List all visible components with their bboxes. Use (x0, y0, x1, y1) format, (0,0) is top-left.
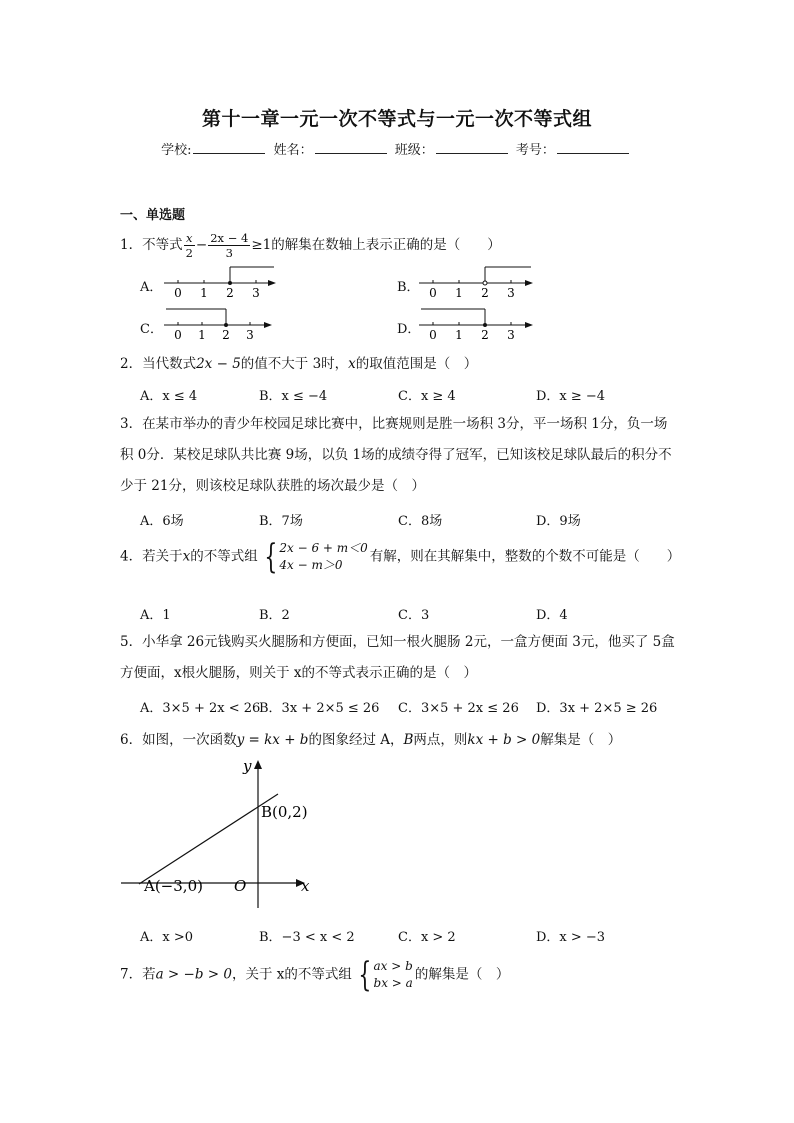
tick-label: 3 (252, 286, 260, 299)
q1-number-line-b (415, 263, 539, 299)
question-4 (120, 537, 681, 577)
tick-label: 2 (481, 286, 489, 299)
tick-label: 2 (481, 328, 489, 341)
q2-option-c: C．x ≥ 4 (398, 389, 456, 404)
q1-option-d-label: D． (397, 322, 421, 337)
q4-row-1: 2x − 6 + m＜0 (279, 541, 368, 555)
q7-prefix: 7．若 (120, 966, 156, 983)
q7-condition: a > −b > 0 (155, 966, 232, 983)
tick-label: 0 (174, 286, 182, 299)
tick-label: 2 (226, 286, 234, 299)
q4-variable: x (182, 548, 191, 565)
q2-prefix: 2．当代数式 (120, 356, 197, 372)
q4-option-d: D．4 (536, 608, 568, 623)
q2-suffix: 的取值范围是（ ） (355, 356, 478, 372)
q1-number-line-a (160, 263, 280, 299)
q4-option-a: A．1 (140, 608, 171, 623)
q7-middle: ，关于 x的不等式组 (231, 966, 352, 983)
section-heading: 一、单选题 (120, 208, 186, 223)
point-b-label: B(0,2) (261, 803, 308, 821)
q5-option-c: C．3×5 + 2x ≤ 26 (398, 701, 519, 716)
tick-label: 0 (174, 328, 182, 341)
q3-option-c: C．8场 (398, 514, 443, 529)
school-label: 学校: (161, 143, 192, 158)
q5-option-d: D．3x + 2×5 ≥ 26 (536, 701, 658, 716)
tick-label: 3 (507, 328, 515, 341)
q6-inequality: kx + b > 0 (467, 732, 541, 748)
q2-middle: 的值不大于 3时， (240, 356, 349, 372)
q1-frac2-numerator: 2x − 4 (210, 231, 249, 245)
q6-option-a: A．x >0 (140, 930, 194, 945)
q6-point-b-name: B (403, 732, 414, 748)
q4-suffix: 有解，则在其解集中，整数的个数不可能是（ ） (369, 548, 681, 565)
q6-suffix: 解集是（ ） (540, 732, 622, 748)
question-1 (120, 231, 501, 260)
q1-option-b-label: B． (397, 280, 420, 295)
tick-label: 1 (455, 328, 463, 341)
question-6 (120, 728, 621, 748)
x-axis-label: x (301, 877, 310, 895)
q1-frac1-denominator: 2 (185, 246, 193, 260)
q1-prefix: 1．不等式 (120, 237, 183, 253)
origin-label: O (234, 877, 247, 895)
school-blank (193, 141, 265, 154)
class-label: 班级： (394, 143, 434, 158)
q4-inequality-system: { 2x − 6 + m＜0 4x − m＞0 (264, 537, 368, 577)
question-2 (120, 352, 477, 372)
q7-row-2: bx > a (373, 976, 413, 990)
q5-option-b: B．3x + 2×5 ≤ 26 (259, 701, 380, 716)
q4-prefix: 4．若关于 (120, 548, 183, 565)
q7-suffix: 的解集是（ ） (414, 966, 510, 983)
class-blank (436, 141, 508, 154)
q1-number-line-c (160, 305, 280, 341)
q3-option-d: D．9场 (536, 514, 581, 529)
q1-minus: − (195, 237, 208, 253)
q6-option-b: B．−3 < x < 2 (259, 930, 355, 945)
q6-option-c: C．x > 2 (398, 930, 456, 945)
q1-number-line-d (415, 305, 539, 341)
q2-option-a: A．x ≤ 4 (140, 389, 198, 404)
tick-label: 1 (198, 328, 206, 341)
q7-inequality-system: { ax > b bx > a (358, 955, 413, 995)
tick-label: 1 (455, 286, 463, 299)
q6-option-d: D．x > −3 (536, 930, 606, 945)
q6-middle: 的图象经过 A， (308, 732, 404, 748)
q4-row-2: 4x − m＞0 (279, 558, 343, 572)
exam-no-blank (557, 141, 629, 154)
q6-prefix: 6．如图，一次函数 (120, 732, 237, 748)
q2-option-b: B．x ≤ −4 (259, 389, 328, 404)
tick-label: 3 (246, 328, 254, 341)
q3-option-b: B．7场 (259, 514, 303, 529)
page-title: 第十一章一元一次不等式与一元一次不等式组 (201, 108, 592, 130)
question-3: 3．在某市举办的青少年校园足球比赛中，比赛规则是胜一场积 3分，平一场积 1分，负一场积 0分．某校足球队共比赛 9场，以负 1场的成绩夺得了冠军，已知该校足球队最后的积分不少于 21分，则该校足球队获胜的场次最少是（ ） (120, 416, 672, 494)
y-axis-label: y (243, 757, 252, 775)
q6-function: y = kx + b (236, 732, 309, 748)
exam-no-label: 考号： (515, 143, 555, 158)
q1-fraction-2 (208, 231, 250, 260)
tick-label: 0 (429, 328, 437, 341)
q1-option-a-label: A． (140, 280, 163, 295)
tick-label: 3 (507, 286, 515, 299)
point-a-label: A(−3,0) (144, 877, 203, 895)
q2-variable: x (348, 356, 356, 372)
q1-option-c-label: C． (140, 322, 163, 337)
y-axis-arrow (254, 760, 262, 769)
q7-row-1: ax > b (373, 959, 413, 973)
q5-option-a: A．3×5 + 2x < 26 (140, 701, 261, 716)
q1-suffix: ≥1的解集在数轴上表示正确的是（ ） (251, 237, 501, 253)
q4-option-b: B．2 (259, 608, 290, 623)
name-blank (315, 141, 387, 154)
q4-middle: 的不等式组 (190, 548, 258, 565)
q1-frac1-numerator: x (186, 231, 193, 245)
q3-option-a: A．6场 (140, 514, 184, 529)
q1-frac2-denominator: 3 (225, 246, 233, 260)
function-line (139, 794, 278, 884)
q6-graph (115, 752, 325, 912)
q6-middle-2: 两点，则 (413, 732, 468, 748)
q2-expression: 2x − 5 (196, 356, 241, 372)
question-7 (120, 955, 510, 995)
tick-label: 0 (429, 286, 437, 299)
tick-label: 2 (222, 328, 230, 341)
q2-option-d: D．x ≥ −4 (536, 389, 606, 404)
student-info-line (0, 139, 794, 158)
q4-option-c: C．3 (398, 608, 430, 623)
name-label: 姓名： (273, 143, 313, 158)
tick-label: 1 (200, 286, 208, 299)
question-5: 5．小华拿 26元钱购买火腿肠和方便面，已知一根火腿肠 2元，一盒方便面 3元，他买了 5盒方便面，x根火腿肠，则关于 x的不等式表示正确的是（ ） (120, 634, 675, 681)
q1-fraction-1 (184, 231, 195, 260)
